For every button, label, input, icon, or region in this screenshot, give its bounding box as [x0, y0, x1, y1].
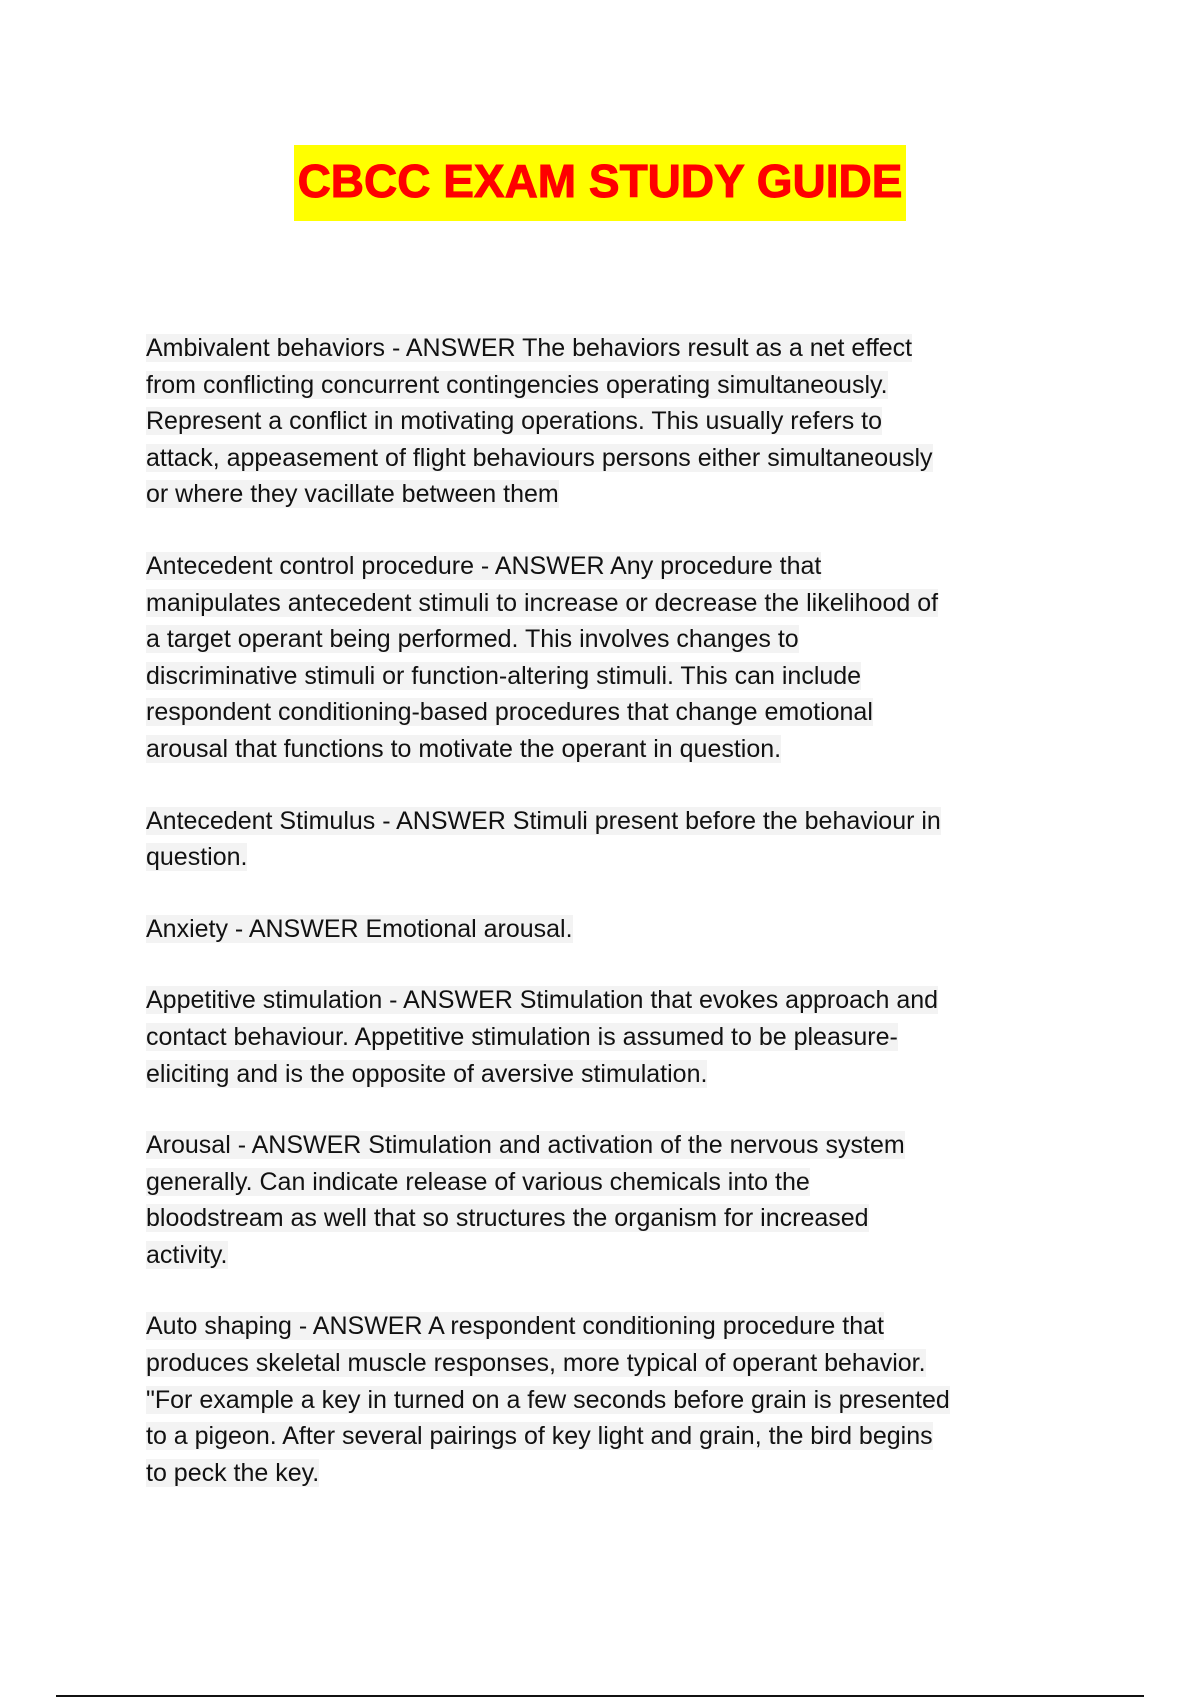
- glossary-entry: [146, 911, 1066, 948]
- entry-line: activity.: [146, 1240, 228, 1269]
- entry-line: "For example a key in turned on a few seconds before grain is presented: [146, 1385, 950, 1414]
- entry-line: contact behaviour. Appetitive stimulation is assumed to be pleasure-: [146, 1022, 898, 1051]
- glossary-entry: [146, 330, 1066, 513]
- entry-line: Ambivalent behaviors - ANSWER The behaviors result as a net effect: [146, 334, 913, 362]
- entry-line: manipulates antecedent stimuli to increase or decrease the likelihood of: [146, 588, 939, 617]
- entry-line: Appetitive stimulation - ANSWER Stimulation that evokes approach and: [146, 986, 939, 1015]
- entry-line: Arousal - ANSWER Stimulation and activation of the nervous system: [146, 1131, 905, 1160]
- glossary-entry: [146, 1127, 1066, 1273]
- entry-line: or where they vacillate between them: [146, 480, 559, 509]
- glossary-entry: [146, 548, 1066, 768]
- entry-line: a target operant being performed. This involves changes to: [146, 625, 799, 654]
- entry-line: attack, appeasement of flight behaviours persons either simultaneously: [146, 443, 933, 472]
- glossary-entry: [146, 1308, 1066, 1491]
- glossary-entries: [146, 330, 1066, 1526]
- entry-line: from conflicting concurrent contingencies operating simultaneously.: [146, 370, 888, 399]
- entry-line: question.: [146, 843, 248, 872]
- glossary-entry: [146, 982, 1066, 1092]
- entry-line: to a pigeon. After several pairings of key light and grain, the bird begins: [146, 1422, 933, 1451]
- entry-line: arousal that functions to motivate the operant in question.: [146, 734, 782, 763]
- glossary-entry: [146, 803, 1066, 876]
- entry-line: eliciting and is the opposite of aversive stimulation.: [146, 1059, 708, 1088]
- title-container: [0, 145, 1200, 221]
- entry-line: Represent a conflict in motivating operations. This usually refers to: [146, 407, 883, 436]
- entry-line: to peck the key.: [146, 1458, 320, 1487]
- document-title: CBCC EXAM STUDY GUIDE: [294, 145, 907, 221]
- entry-line: respondent conditioning-based procedures that change emotional: [146, 698, 873, 727]
- entry-line: Auto shaping - ANSWER A respondent conditioning procedure that: [146, 1312, 884, 1341]
- entry-line: Antecedent control procedure - ANSWER Any procedure that: [146, 551, 822, 580]
- entry-line: Antecedent Stimulus - ANSWER Stimuli present before the behaviour in: [146, 806, 941, 835]
- entry-line: generally. Can indicate release of various chemicals into the: [146, 1167, 810, 1196]
- entry-line: bloodstream as well that so structures the organism for increased: [146, 1204, 869, 1233]
- entry-line: discriminative stimuli or function-altering stimuli. This can include: [146, 661, 862, 690]
- entry-line: produces skeletal muscle responses, more typical of operant behavior.: [146, 1349, 926, 1378]
- entry-line: Anxiety - ANSWER Emotional arousal.: [146, 914, 573, 943]
- footer-rule: [56, 1695, 1144, 1697]
